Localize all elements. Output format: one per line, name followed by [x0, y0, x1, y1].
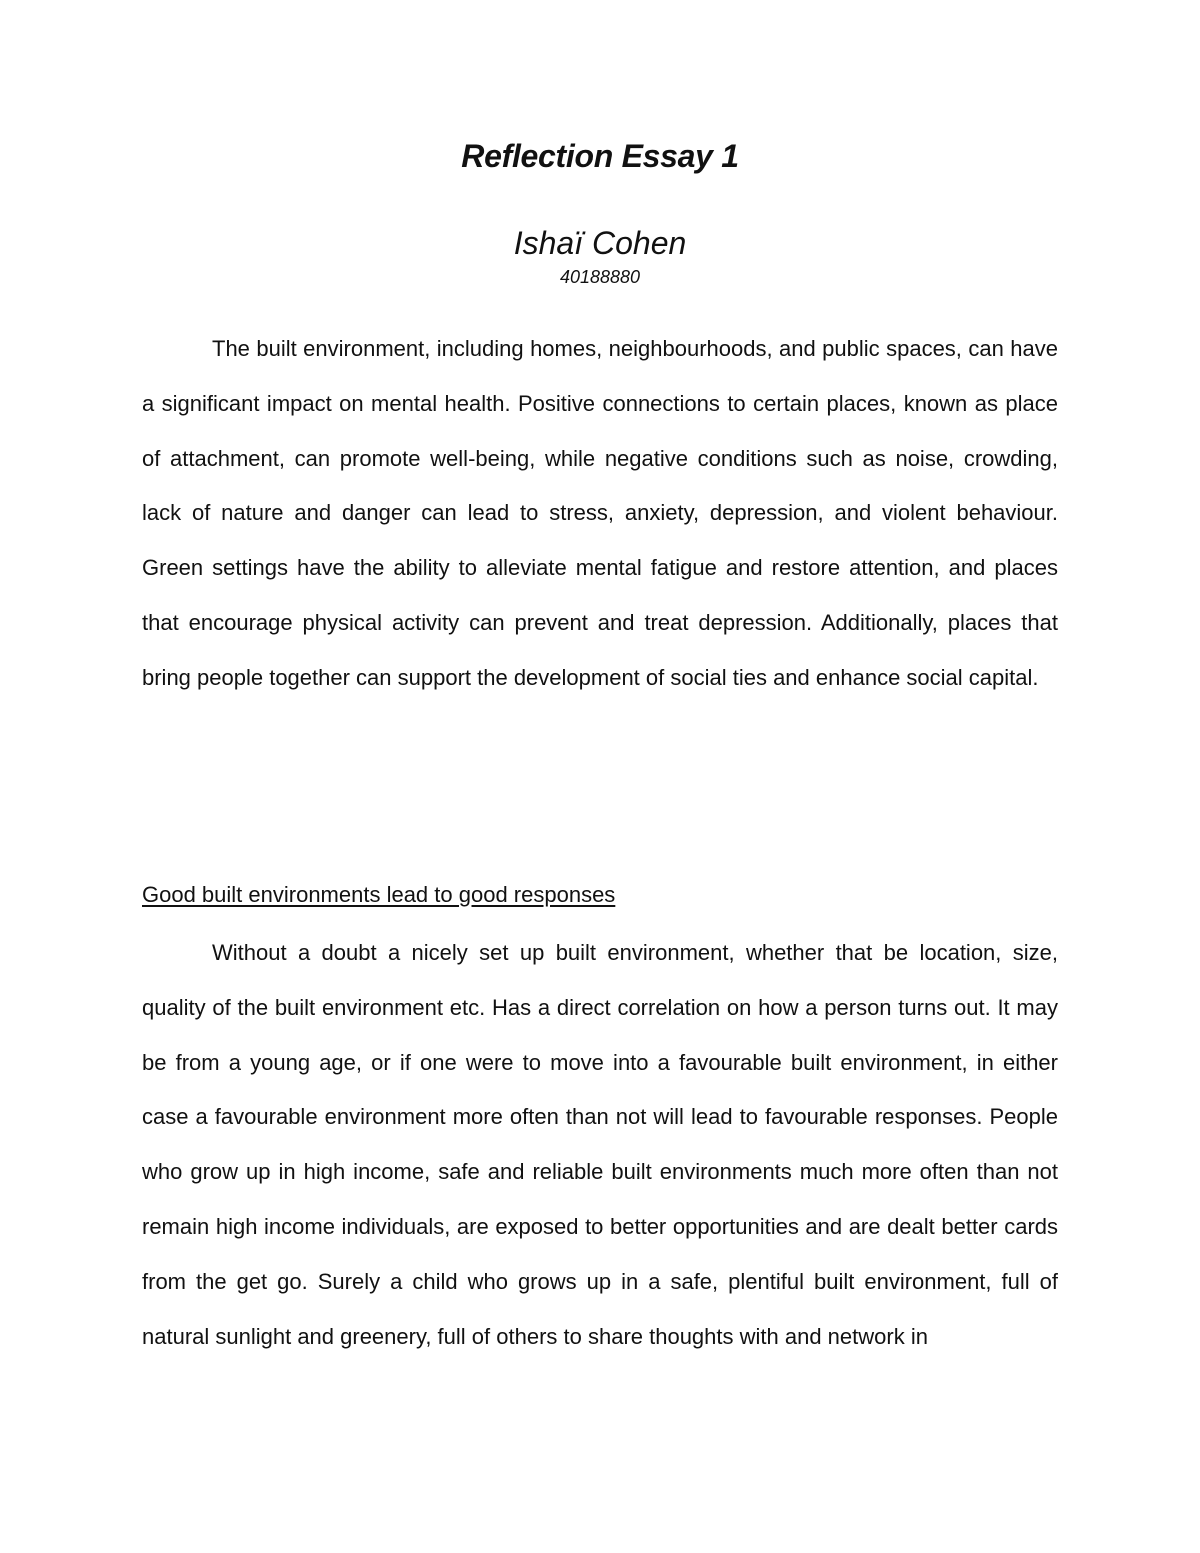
section-heading: Good built environments lead to good responses — [142, 882, 616, 907]
body-paragraph: Without a doubt a nicely set up built environment, whether that be location, size, quality of the built environment etc. Has a direct correlation on how a person turns out. It may be from a young age, or if one were to move into a favourable built environment, in either case a favourable environment more often than not will lead to favourable responses. People who grow up in high income, safe and reliable built environments much more often than not remain high income individuals, are exposed to better opportunities and are dealt better cards from the get go. Surely a child who grows up in a safe, plentiful built environment, full of natural sunlight and greenery, full of others to share thoughts with and network in — [142, 940, 1058, 1349]
document-title: Reflection Essay 1 — [461, 138, 739, 174]
author-name: Ishaï Cohen — [513, 225, 687, 261]
student-id: 40188880 — [559, 267, 641, 287]
intro-paragraph: The built environment, including homes, neighbourhoods, and public spaces, can have a significant impact on mental health. Positive connections to certain places, known as place of attachment, can promote well-being, while negative conditions such as noise, crowding, lack of nature and danger can lead to stress, anxiety, depression, and violent behaviour. Green settings have the ability to alleviate mental fatigue and restore attention, and places that encourage physical activity can prevent and treat depression. Additionally, places that bring people together can support the development of social ties and enhance social capital. — [142, 336, 1058, 690]
